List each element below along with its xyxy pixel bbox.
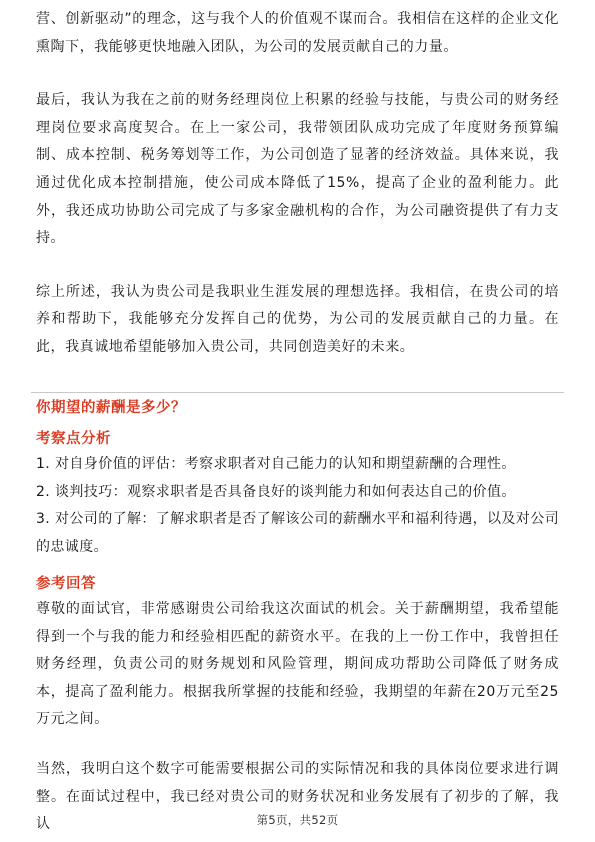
intro-paragraph-1: 营、创新驱动”的理念，这与我个人的价值观不谋而合。我相信在这样的企业文化熏陶下，我能够更快地融入团队，为公司的发展贡献自己的力量。 (36, 11, 559, 55)
intro-paragraph-2: 最后，我认为我在之前的财务经理岗位上积累的经验与技能，与贵公司的财务经理岗位要求高度契合。在上一家公司，我带领团队成功完成了年度财务预算编制、成本控制、税务筹划等工作，为公司创造了显著的经济效益。具体来说，我通过优化成本控制措施，使公司成本降低了15%，提高了企业的盈利能力。此外，我还成功协助公司完成了与多家金融机构的合作，为公司融资提供了有力支持。 (36, 92, 559, 247)
answer-paragraph-2: 当然，我明白这个数字可能需要根据公司的实际情况和我的具体岗位要求进行调整。在面试过程中，我已经对贵公司的财务状况和业务发展有了初步的了解，我认 (36, 760, 559, 833)
answer-heading: 参考回答 (36, 576, 96, 592)
intro-section (36, 6, 559, 362)
section-divider (31, 392, 564, 393)
answer-paragraph-1: 尊敬的面试官，非常感谢贵公司给我这次面试的机会。关于薪酬期望，我希望能得到一个与我的能力和经验相匹配的薪资水平。在我的上一份工作中，我曾担任财务经理，负责公司的财务规划和风险管理，期间成功帮助公司降低了财务成本，提高了盈利能力。根据我所掌握的技能和经验，我期望的年薪在20万元至25万元之间。 (36, 601, 559, 728)
intro-paragraph-3: 综上所述，我认为贵公司是我职业生涯发展的理想选择。我相信，在贵公司的培养和帮助下，我能够充分发挥自己的优势，为公司的发展贡献自己的力量。在此，我真诚地希望能够加入贵公司，共同创造美好的未来。 (36, 283, 559, 355)
analysis-item-3: 3. 对公司的了解：了解求职者是否了解该公司的薪酬水平和福利待遇，以及对公司的忠诚度。 (36, 511, 560, 555)
analysis-item-1: 1. 对自身价值的评估：考察求职者对自己能力的认知和期望薪酬的合理性。 (36, 456, 516, 472)
analysis-section (36, 427, 559, 561)
answer-section (36, 572, 559, 839)
analysis-item-2: 2. 谈判技巧：观察求职者是否具备良好的谈判能力和如何表达自己的价值。 (36, 483, 516, 500)
analysis-heading: 考察点分析 (36, 431, 111, 447)
page-number: 第5页，共52页 (256, 813, 339, 827)
question-heading: 你期望的薪酬是多少？ (36, 400, 186, 416)
